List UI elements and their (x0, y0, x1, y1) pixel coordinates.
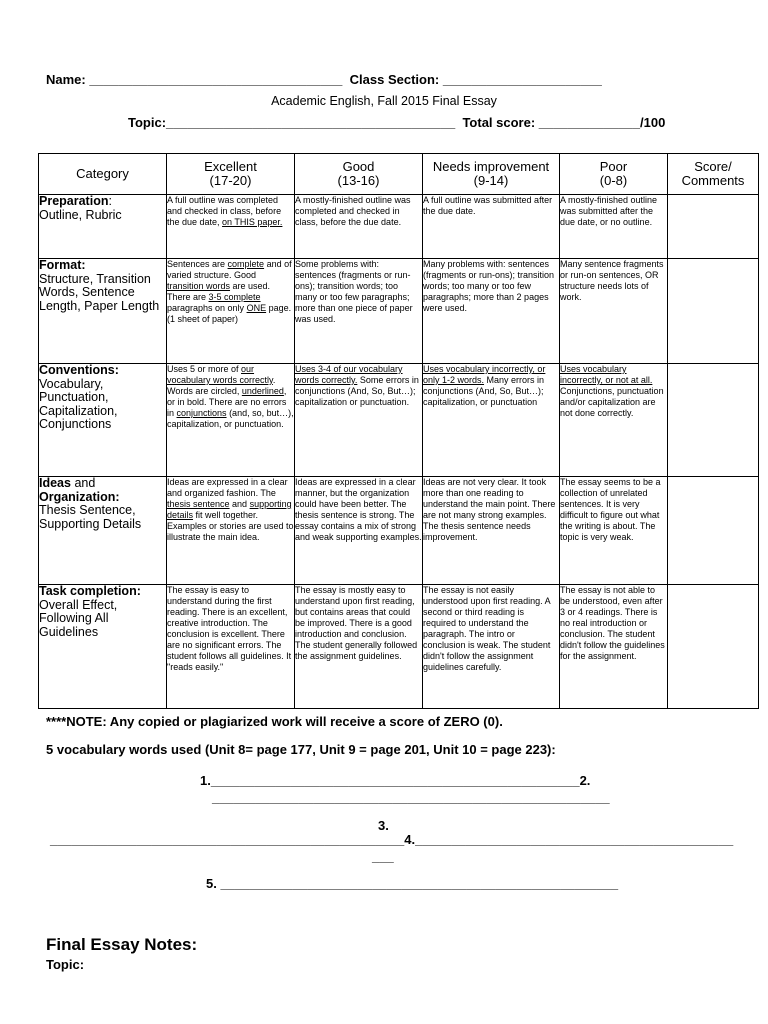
cell-needs-improvement: Ideas are not very clear. It took more than one reading to understand the main point. There are not many strong examples. The thesis sentence needs improvement. (423, 477, 560, 585)
cell-score[interactable] (668, 195, 759, 259)
cell-needs-improvement: Many problems with: sentences (fragments or run-ons); transition words; too many or too few paragraphs; more than 2 pages were used. (423, 259, 560, 364)
cell-good: Some problems with: sentences (fragments or run-ons); transition words; too many or too few paragraphs; more than one piece of paper was used. (295, 259, 423, 364)
final-essay-notes-title: Final Essay Notes: (46, 935, 198, 954)
cell-good: The essay is mostly easy to understand upon first reading, but contains areas that could be improved. There is a good introduction and conclusion. The student generally followed the assignment guidelines. (295, 585, 423, 709)
name-blank[interactable]: ___________________________________ (89, 72, 343, 87)
cell-excellent: Sentences are complete and of varied structure. Good transition words are used. There are 3-5 complete paragraphs on only ONE page. (1 sheet of paper) (167, 259, 295, 364)
vocab-line-5[interactable]: 5. _______________________________________________________ (206, 876, 619, 891)
vocab-number-3: 3. (378, 818, 389, 833)
vocab-line-2[interactable]: _______________________________________________________ (212, 790, 610, 805)
table-row (39, 477, 759, 585)
cell-excellent: Uses 5 or more of our vocabulary words correctly. Words are circled, underlined, or in bold. There are no errors in conjunctions (and, so, but…), capitalization, or punctuation. (167, 364, 295, 477)
course-title: Academic English, Fall 2015 Final Essay (271, 94, 497, 108)
vocab-line-3-4[interactable]: _________________________________________________4.____________________________________________ (50, 832, 734, 847)
table-row (39, 195, 759, 259)
total-score-blank[interactable]: ______________ (538, 115, 641, 130)
topic-blank[interactable]: ________________________________________ (166, 115, 456, 130)
cell-poor: The essay seems to be a collection of unrelated sentences. It is very difficult to figure out what the writing is about. The topic is very weak. (560, 477, 668, 585)
vocab-line-1[interactable]: 1.___________________________________________________2. (200, 773, 591, 788)
table-row (39, 259, 759, 364)
name-label: Name: (46, 72, 90, 87)
cell-excellent: The essay is easy to understand during the first reading. There is an excellent, creative introduction. The conclusion is excellent. There are no significant errors. The student follows all guidelines. It "reads easily." (167, 585, 295, 709)
topic-line (128, 115, 665, 130)
notes-topic-label: Topic: (46, 957, 85, 972)
category-conventions: Conventions: Vocabulary, Punctuation, Capitalization, Conjunctions (39, 364, 167, 477)
class-section-label: Class Section: (342, 72, 443, 87)
category-task-completion: Task completion: Overall Effect, Following All Guidelines (39, 585, 167, 709)
total-score-label: Total score: (455, 115, 539, 130)
cell-good: Uses 3-4 of our vocabulary words correctly. Some errors in conjunctions (And, So, But…); capitalization or punctuation. (295, 364, 423, 477)
category-ideas-organization: Ideas and Organization: Thesis Sentence, Supporting Details (39, 477, 167, 585)
category-preparation: Preparation: Outline, Rubric (39, 195, 167, 259)
cell-poor: A mostly-finished outline was submitted after the due date, or no outline. (560, 195, 668, 259)
header-poor: Poor (0-8) (560, 154, 668, 195)
name-line (46, 72, 602, 87)
cell-excellent: A full outline was completed and checked in class, before the due date, on THIS paper. (167, 195, 295, 259)
header-needs-improvement: Needs improvement (9-14) (423, 154, 560, 195)
class-section-blank[interactable]: ______________________ (442, 72, 602, 87)
cell-good: A mostly-finished outline was completed and checked in class, before the due date. (295, 195, 423, 259)
vocab-line-4-cont[interactable]: ___ (372, 849, 394, 864)
cell-score[interactable] (668, 259, 759, 364)
cell-poor: Uses vocabulary incorrectly, or not at all. Conjunctions, punctuation and/or capitalization are not done correctly. (560, 364, 668, 477)
cell-needs-improvement: Uses vocabulary incorrectly, or only 1-2 words. Many errors in conjunctions (And, So, But…); capitalization, or punctuation (423, 364, 560, 477)
cell-score[interactable] (668, 477, 759, 585)
total-score-suffix: /100 (640, 115, 666, 130)
cell-score[interactable] (668, 364, 759, 477)
cell-poor: The essay is not able to be understood, even after 3 or 4 readings. There is no real introduction or conclusion. The student didn't follow the guidelines for the assignment. (560, 585, 668, 709)
cell-needs-improvement: The essay is not easily understood upon first reading. A second or third reading is required to understand the paragraph. The intro or conclusion is weak. The student didn't follow the assignment guidelines carefully. (423, 585, 560, 709)
cell-poor: Many sentence fragments or run-on sentences, OR structure needs lots of work. (560, 259, 668, 364)
rubric-table (38, 153, 759, 709)
topic-label: Topic: (128, 115, 167, 130)
table-row (39, 364, 759, 477)
cell-good: Ideas are expressed in a clear manner, but the organization could have been better. The thesis sentence is strong. The essay contains a mix of strong and weak supporting examples. (295, 477, 423, 585)
header-category: Category (39, 154, 167, 195)
vocab-heading: 5 vocabulary words used (Unit 8= page 177, Unit 9 = page 201, Unit 10 = page 223): (46, 742, 556, 757)
cell-score[interactable] (668, 585, 759, 709)
header-good: Good (13-16) (295, 154, 423, 195)
header-score-comments: Score/ Comments (668, 154, 759, 195)
table-header-row (39, 154, 759, 195)
cell-needs-improvement: A full outline was submitted after the due date. (423, 195, 560, 259)
cell-excellent: Ideas are expressed in a clear and organized fashion. The thesis sentence and supporting details fit well together. Examples or stories are used to illustrate the main idea. (167, 477, 295, 585)
category-format: Format: Structure, Transition Words, Sentence Length, Paper Length (39, 259, 167, 364)
plagiarism-note: ****NOTE: Any copied or plagiarized work will receive a score of ZERO (0). (46, 714, 503, 729)
header-excellent: Excellent (17-20) (167, 154, 295, 195)
table-row (39, 585, 759, 709)
